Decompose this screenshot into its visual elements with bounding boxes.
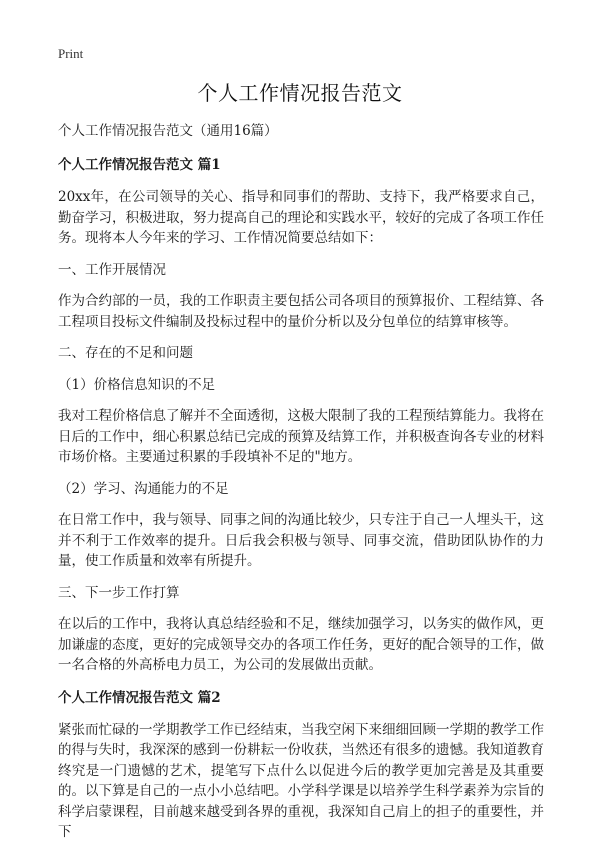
subheading-next-steps: 三、下一步工作打算 bbox=[58, 584, 180, 601]
subheading-price-info: （1）价格信息知识的不足 bbox=[58, 376, 216, 393]
paragraph-teaching-summary: 紧张而忙碌的一学期教学工作已经结束，当我空闲下来细细回顾一学期的教学工作的得与失时，我深深的感到一份耕耘一份收获，当然还有很多的遗憾。我知道教育终究是一门遗憾的艺术，提笔写下点什么以促进今后的教学更加完善是及其重要的。以下算是自己的一点小小总结吧。小学科学课是以培养学生科学素养为宗旨的科学启蒙课程，目前越来越受到各界的重视，我深知自己肩上的担子的重要性，并下 bbox=[58, 721, 544, 840]
document-body bbox=[58, 121, 544, 854]
print-link[interactable]: Print bbox=[58, 46, 84, 61]
paragraph-work-progress: 作为合约部的一员，我的工作职责主要包括公司各项目的预算报价、工程结算、各工程项目投标文件编制及投标过程中的量价分析以及分包单位的结算审核等。 bbox=[58, 293, 544, 330]
document-title: 个人工作情况报告范文 bbox=[197, 81, 403, 105]
section-heading-2: 个人工作情况报告范文 篇2 bbox=[58, 689, 221, 706]
paragraph-intro: 20xx年，在公司领导的关心、指导和同事们的帮助、支持下，我严格要求自己，勤奋学习，积极进取，努力提高自己的理论和实践水平，较好的完成了各项工作任务。现将本人今年来的学习、工作情况简要总结如下： bbox=[58, 189, 544, 246]
subheading-communication: （2）学习、沟通能力的不足 bbox=[58, 480, 229, 497]
paragraph-communication: 在日常工作中，我与领导、同事之间的沟通比较少，只专注于自己一人埋头干，这并不利于工作效率的提升。日后我会积极与领导、同事交流，借助团队协作的力量，使工作质量和效率有所提升。 bbox=[58, 512, 544, 569]
paragraph-price-info: 我对工程价格信息了解并不全面透彻，这极大限制了我的工程预结算能力。我将在日后的工作中，细心积累总结已完成的预算及结算工作，并积极查询各专业的材料市场价格。主要通过积累的手段填补不足的"地方。 bbox=[58, 408, 544, 465]
subheading-shortcomings: 二、存在的不足和问题 bbox=[58, 345, 193, 361]
document-subtitle: 个人工作情况报告范文（通用16篇） bbox=[58, 123, 278, 139]
paragraph-next-steps: 在以后的工作中，我将认真总结经验和不足，继续加强学习，以务实的做作风，更加谦虚的态度，更好的完成领导交办的各项工作任务，更好的配合领导的工作，做一名合格的外高桥电力员工，为公司的发展做出贡献。 bbox=[58, 616, 544, 673]
subheading-work-progress: 一、工作开展情况 bbox=[58, 261, 166, 278]
section-heading-1: 个人工作情况报告范文 篇1 bbox=[58, 157, 221, 173]
